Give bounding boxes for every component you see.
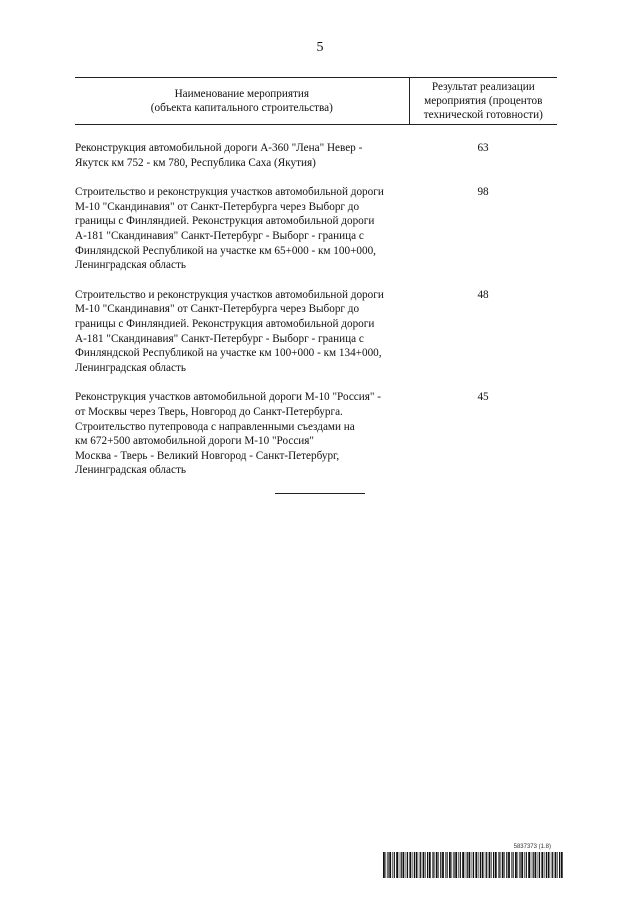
projects-table xyxy=(75,77,557,478)
header-name-line: (объекта капитального строительства) xyxy=(150,102,333,114)
header-name-line: Наименование мероприятия xyxy=(174,88,310,100)
project-name-line: Строительство путепровода с направленными съездами на xyxy=(75,420,355,433)
spacer-cell xyxy=(75,273,557,288)
project-name-cell xyxy=(75,141,409,170)
project-name-line: границы с Финляндией. Реконструкция автомобильной дороги xyxy=(75,215,375,228)
header-project-name xyxy=(75,78,409,125)
project-name-line: Финляндской Республикой на участке км 100+000 - км 134+000, xyxy=(75,347,382,360)
row-spacer xyxy=(75,170,557,185)
barcode-block xyxy=(383,844,563,884)
project-name-cell xyxy=(75,390,409,478)
project-name-line: Ленинградская область xyxy=(75,259,186,272)
table-header-row xyxy=(75,78,557,125)
page-number: 5 xyxy=(316,40,324,55)
project-name-line: М-10 "Скандинавия" от Санкт-Петербурга через Выборг до xyxy=(75,303,360,316)
project-name-line: Строительство и реконструкция участков автомобильной дороги xyxy=(75,288,384,301)
project-name-line: от Москвы через Тверь, Новгород до Санкт-Петербурга. xyxy=(75,405,343,418)
project-name-cell xyxy=(75,288,409,376)
header-result xyxy=(409,78,557,125)
spacer-cell xyxy=(75,125,557,142)
project-name-line: А-181 "Скандинавия" Санкт-Петербург - Выборг - граница с xyxy=(75,332,364,345)
project-name-line: Якутск км 752 - км 780, Республика Саха (Якутия) xyxy=(75,156,316,169)
project-name-line: Строительство и реконструкция участков автомобильной дороги xyxy=(75,186,384,199)
readiness-value: 45 xyxy=(477,391,489,404)
project-name-line: А-181 "Скандинавия" Санкт-Петербург - Выборг - граница с xyxy=(75,229,364,242)
table-row xyxy=(75,141,557,170)
table-row xyxy=(75,185,557,273)
end-rule xyxy=(275,493,365,494)
project-name-line: Ленинградская область xyxy=(75,361,186,374)
header-result-line: Результат реализации xyxy=(431,81,535,93)
spacer-cell xyxy=(75,170,557,185)
project-name-line: Реконструкция участков автомобильной дороги М-10 "Россия" - xyxy=(75,391,381,404)
barcode-caption: 5837373 (1.8) xyxy=(513,844,551,850)
table-row xyxy=(75,288,557,376)
project-name-line: границы с Финляндией. Реконструкция автомобильной дороги xyxy=(75,317,375,330)
readiness-value: 98 xyxy=(477,186,489,199)
readiness-value: 63 xyxy=(477,142,489,154)
spacer-cell xyxy=(75,375,557,390)
readiness-value: 48 xyxy=(477,288,489,301)
project-name-cell xyxy=(75,185,409,273)
barcode-icon xyxy=(383,852,563,878)
row-spacer xyxy=(75,125,557,142)
row-spacer xyxy=(75,273,557,288)
table-body xyxy=(75,125,557,478)
project-name-line: М-10 "Скандинавия" от Санкт-Петербурга через Выборг до xyxy=(75,200,360,213)
project-name-line: Ленинградская область xyxy=(75,464,186,477)
project-name-line: км 672+500 автомобильной дороги М-10 "Россия" xyxy=(75,435,314,448)
table-row xyxy=(75,390,557,478)
header-result-line: мероприятия (процентов xyxy=(424,95,543,107)
header-result-line: технической готовности) xyxy=(423,109,543,121)
row-spacer xyxy=(75,375,557,390)
project-name-line: Москва - Тверь - Великий Новгород - Санкт-Петербург, xyxy=(75,449,340,462)
project-name-line: Финляндской Республикой на участке км 65+000 - км 100+000, xyxy=(75,244,376,257)
project-name-line: Реконструкция автомобильной дороги А-360 "Лена" Невер - xyxy=(75,142,363,154)
